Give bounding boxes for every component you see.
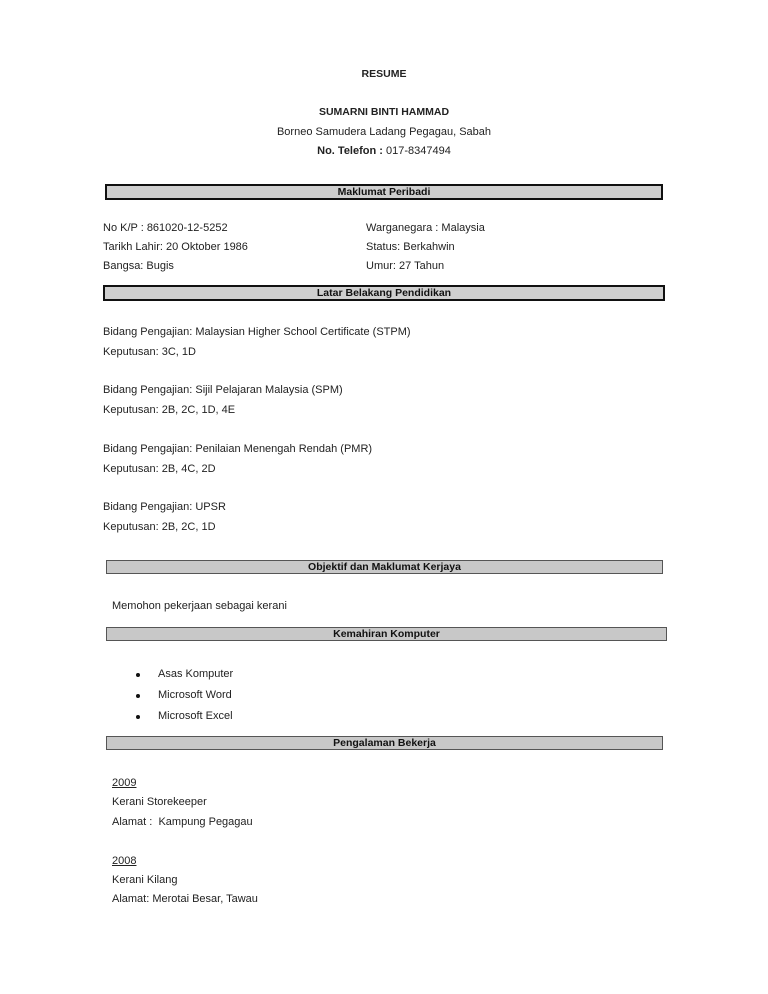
skill-item: Asas Komputer	[158, 668, 234, 680]
personal-dob: Tarikh Lahir: 20 Oktober 1986	[103, 241, 248, 253]
section-heading-objective: Objektif dan Maklumat Kerjaya	[106, 560, 663, 574]
resume-title: RESUME	[361, 68, 407, 80]
skill-item: Microsoft Word	[158, 689, 232, 701]
bullet-icon	[136, 715, 140, 719]
section-heading-education: Latar Belakang Pendidikan	[103, 285, 665, 301]
experience-year: 2009	[112, 777, 137, 789]
section-heading-personal: Maklumat Peribadi	[105, 184, 663, 200]
education-result: Keputusan: 2B, 2C, 1D	[103, 521, 216, 533]
education-field: Bidang Pengajian: UPSR	[103, 501, 226, 513]
personal-ic: No K/P : 861020-12-5252	[103, 222, 228, 234]
section-heading-skills: Kemahiran Komputer	[106, 627, 667, 641]
experience-role: Kerani Storekeeper	[112, 796, 207, 808]
education-result: Keputusan: 2B, 4C, 2D	[103, 463, 216, 475]
phone-value: 017-8347494	[386, 145, 451, 157]
objective-text: Memohon pekerjaan sebagai kerani	[112, 600, 287, 612]
bullet-icon	[136, 673, 140, 677]
education-field: Bidang Pengajian: Penilaian Menengah Rendah (PMR)	[103, 443, 373, 455]
personal-age: Umur: 27 Tahun	[366, 260, 445, 272]
experience-address: Alamat : Kampung Pegagau	[112, 816, 253, 828]
applicant-name: SUMARNI BINTI HAMMAD	[318, 106, 450, 118]
experience-year: 2008	[112, 855, 137, 867]
section-heading-experience: Pengalaman Bekerja	[106, 736, 663, 750]
applicant-address: Borneo Samudera Ladang Pegagau, Sabah	[276, 126, 492, 138]
phone-label: No. Telefon :	[317, 145, 383, 157]
personal-citizenship: Warganegara : Malaysia	[366, 222, 485, 234]
education-result: Keputusan: 3C, 1D	[103, 346, 196, 358]
skill-item: Microsoft Excel	[158, 710, 233, 722]
experience-role: Kerani Kilang	[112, 874, 178, 886]
education-field: Bidang Pengajian: Malaysian Higher School Certificate (STPM)	[103, 326, 411, 338]
personal-race: Bangsa: Bugis	[103, 260, 174, 272]
experience-address: Alamat: Merotai Besar, Tawau	[112, 893, 258, 905]
education-field: Bidang Pengajian: Sijil Pelajaran Malaysia (SPM)	[103, 384, 343, 396]
personal-status: Status: Berkahwin	[366, 241, 455, 253]
education-result: Keputusan: 2B, 2C, 1D, 4E	[103, 404, 236, 416]
phone-line	[0, 145, 768, 157]
bullet-icon	[136, 694, 140, 698]
